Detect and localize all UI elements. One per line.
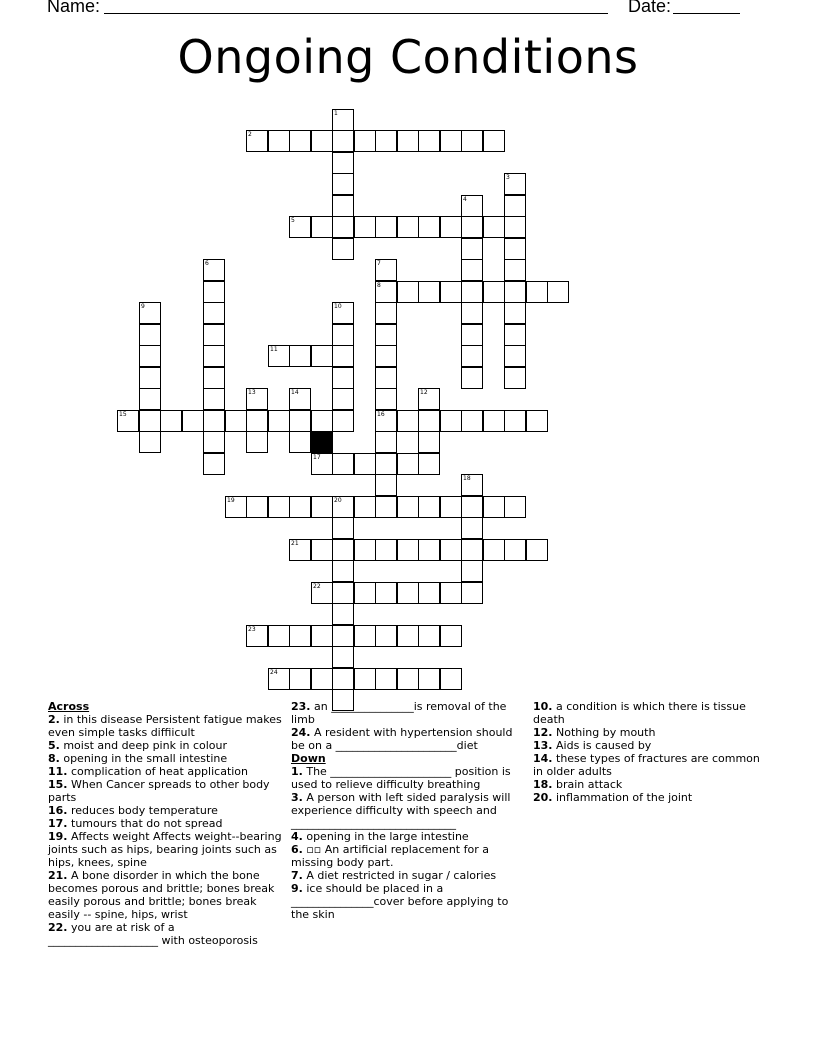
grid-cell[interactable] <box>504 324 526 346</box>
grid-cell[interactable] <box>332 324 354 346</box>
grid-cell[interactable] <box>483 216 505 238</box>
grid-cell[interactable] <box>504 259 526 281</box>
clue-number: 12 <box>420 389 428 396</box>
down-heading: Down <box>291 752 326 765</box>
grid-cell[interactable] <box>354 130 376 152</box>
grid-cell[interactable] <box>504 238 526 260</box>
clue-number: 14 <box>291 389 299 396</box>
grid-cell[interactable] <box>418 130 440 152</box>
black-square <box>311 431 333 453</box>
grid-cell[interactable] <box>246 130 268 152</box>
across-clue <box>291 700 527 726</box>
down-clue <box>291 830 527 843</box>
clue-number: 11 <box>270 346 278 353</box>
clue-number-label: 14. <box>533 752 553 765</box>
name-label: Name: <box>47 0 101 16</box>
grid-cell[interactable] <box>289 130 311 152</box>
grid-cell[interactable] <box>311 625 333 647</box>
grid-cell[interactable] <box>203 302 225 324</box>
grid-cell[interactable] <box>289 496 311 518</box>
clue-number: 15 <box>119 411 127 418</box>
clue-number-label: 15. <box>48 778 68 791</box>
grid-cell[interactable] <box>461 560 483 582</box>
clue-number-label: 10. <box>533 700 553 713</box>
grid-cell[interactable] <box>461 539 483 561</box>
grid-cell[interactable] <box>375 582 397 604</box>
grid-cell[interactable] <box>483 539 505 561</box>
clue-number-label: 6. <box>291 843 303 856</box>
clue-text: complication of heat application <box>71 765 249 778</box>
grid-cell[interactable] <box>461 324 483 346</box>
grid-cell[interactable] <box>504 302 526 324</box>
grid-cell[interactable] <box>483 496 505 518</box>
grid-cell[interactable] <box>332 539 354 561</box>
clue-text: opening in the small intestine <box>63 752 228 765</box>
grid-cell[interactable] <box>504 410 526 432</box>
clue-number: 20 <box>334 497 342 504</box>
grid-cell[interactable] <box>483 410 505 432</box>
grid-cell[interactable] <box>268 410 290 432</box>
grid-cell[interactable] <box>203 345 225 367</box>
clue-number: 22 <box>313 583 321 590</box>
clue-number-label: 12. <box>533 726 553 739</box>
grid-cell[interactable] <box>440 625 462 647</box>
grid-cell[interactable] <box>526 410 548 432</box>
grid-cell[interactable] <box>504 367 526 389</box>
clue-number-label: 3. <box>291 791 303 804</box>
grid-cell[interactable] <box>289 668 311 690</box>
clue-number: 6 <box>205 260 209 267</box>
clue-number: 19 <box>227 497 235 504</box>
grid-cell[interactable] <box>440 130 462 152</box>
grid-cell[interactable] <box>375 496 397 518</box>
clue-text: tumours that do not spread <box>71 817 223 830</box>
down-clue <box>533 791 769 804</box>
clue-number-label: 2. <box>48 713 60 726</box>
clue-text: A person with left sided paralysis will experience difficulty with speech and ______________________________ <box>291 791 511 830</box>
grid-cell[interactable] <box>504 216 526 238</box>
grid-cell[interactable] <box>418 281 440 303</box>
grid-cell[interactable] <box>332 560 354 582</box>
grid-cell[interactable] <box>375 367 397 389</box>
clue-number: 8 <box>377 282 381 289</box>
grid-cell[interactable] <box>504 496 526 518</box>
across-clue <box>48 713 284 739</box>
clue-number-label: 19. <box>48 830 68 843</box>
clue-text: moist and deep pink in colour <box>63 739 228 752</box>
grid-cell[interactable] <box>311 582 333 604</box>
clue-number: 24 <box>270 669 278 676</box>
grid-cell[interactable] <box>375 259 397 281</box>
grid-cell[interactable] <box>311 453 333 475</box>
clue-number: 10 <box>334 303 342 310</box>
grid-cell[interactable] <box>332 302 354 324</box>
clue-text: ice should be placed in a _______________cover before applying to the skin <box>291 882 509 921</box>
grid-cell[interactable] <box>139 302 161 324</box>
clue-text: Nothing by mouth <box>556 726 656 739</box>
clue-text: When Cancer spreads to other body parts <box>48 778 270 804</box>
grid-cell[interactable] <box>375 474 397 496</box>
grid-cell[interactable] <box>461 259 483 281</box>
grid-cell[interactable] <box>418 625 440 647</box>
down-clue <box>533 726 769 739</box>
clue-number-label: 24. <box>291 726 311 739</box>
grid-cell[interactable] <box>440 539 462 561</box>
across-clue <box>48 921 284 947</box>
clue-text: A resident with hypertension should be on a ______________________diet <box>291 726 513 752</box>
grid-cell[interactable] <box>375 668 397 690</box>
clue-text: these types of fractures are common in older adults <box>533 752 760 778</box>
grid-cell[interactable] <box>289 625 311 647</box>
grid-cell[interactable] <box>375 216 397 238</box>
clue-number-label: 7. <box>291 869 303 882</box>
clue-number-label: 8. <box>48 752 60 765</box>
grid-cell[interactable] <box>332 367 354 389</box>
grid-cell[interactable] <box>418 582 440 604</box>
grid-cell[interactable] <box>354 625 376 647</box>
down-clue <box>291 869 527 882</box>
grid-cell[interactable] <box>160 410 182 432</box>
grid-cell[interactable] <box>461 281 483 303</box>
grid-cell[interactable] <box>461 582 483 604</box>
across-clue <box>291 726 527 752</box>
grid-cell[interactable] <box>375 324 397 346</box>
grid-cell[interactable] <box>418 216 440 238</box>
grid-cell[interactable] <box>332 345 354 367</box>
clues-column-1 <box>48 700 284 947</box>
grid-cell[interactable] <box>526 539 548 561</box>
grid-cell[interactable] <box>504 195 526 217</box>
grid-cell[interactable] <box>332 668 354 690</box>
date-label: Date: <box>628 0 672 16</box>
grid-cell[interactable] <box>332 582 354 604</box>
clue-number: 23 <box>248 626 256 633</box>
clue-number: 2 <box>248 131 252 138</box>
clue-text: opening in the large intestine <box>306 830 469 843</box>
grid-cell[interactable] <box>354 216 376 238</box>
grid-cell[interactable] <box>483 130 505 152</box>
grid-cell[interactable] <box>461 130 483 152</box>
grid-cell[interactable] <box>246 431 268 453</box>
grid-cell[interactable] <box>397 625 419 647</box>
grid-cell[interactable] <box>332 453 354 475</box>
grid-cell[interactable] <box>311 539 333 561</box>
page-title: Ongoing Conditions <box>177 30 639 84</box>
grid-cell[interactable] <box>418 410 440 432</box>
clue-number: 1 <box>334 110 338 117</box>
down-clue <box>291 791 527 830</box>
grid-cell[interactable] <box>203 431 225 453</box>
clue-number: 5 <box>291 217 295 224</box>
grid-cell[interactable] <box>440 216 462 238</box>
grid-cell[interactable] <box>246 625 268 647</box>
across-clue <box>48 817 284 830</box>
grid-cell[interactable] <box>397 496 419 518</box>
grid-cell[interactable] <box>139 345 161 367</box>
grid-cell[interactable] <box>397 582 419 604</box>
clue-text: A bone disorder in which the bone becomes porous and brittle; bones break easily porous and brittle; bones break easily -- spine, hips, wrist <box>48 869 275 921</box>
grid-cell[interactable] <box>289 388 311 410</box>
across-clue <box>48 778 284 804</box>
grid-cell[interactable] <box>418 388 440 410</box>
grid-cell[interactable] <box>461 517 483 539</box>
grid-cell[interactable] <box>461 496 483 518</box>
grid-cell[interactable] <box>440 582 462 604</box>
grid-cell[interactable] <box>418 668 440 690</box>
grid-cell[interactable] <box>225 410 247 432</box>
grid-cell[interactable] <box>461 345 483 367</box>
clue-number: 16 <box>377 411 385 418</box>
clue-text: Affects weight Affects weight--bearing joints such as hips, bearing joints such as hips, knees, spine <box>48 830 282 869</box>
grid-cell[interactable] <box>375 625 397 647</box>
clue-number-label: 20. <box>533 791 553 804</box>
grid-cell[interactable] <box>375 130 397 152</box>
grid-cell[interactable] <box>332 496 354 518</box>
clue-number-label: 4. <box>291 830 303 843</box>
clue-number-label: 18. <box>533 778 553 791</box>
grid-cell[interactable] <box>440 668 462 690</box>
grid-cell[interactable] <box>461 474 483 496</box>
grid-cell[interactable] <box>440 496 462 518</box>
down-clue <box>291 843 527 869</box>
clue-number: 17 <box>313 454 321 461</box>
grid-cell[interactable] <box>461 302 483 324</box>
grid-cell[interactable] <box>139 410 161 432</box>
clue-text: The ______________________ position is used to relieve difficulty breathing <box>291 765 511 791</box>
grid-cell[interactable] <box>461 238 483 260</box>
grid-cell[interactable] <box>397 539 419 561</box>
grid-cell[interactable] <box>354 539 376 561</box>
grid-cell[interactable] <box>203 388 225 410</box>
down-clue <box>533 700 769 726</box>
grid-cell[interactable] <box>332 195 354 217</box>
clue-number: 3 <box>506 174 510 181</box>
grid-cell[interactable] <box>504 345 526 367</box>
clue-number-label: 23. <box>291 700 311 713</box>
clue-number-label: 5. <box>48 739 60 752</box>
grid-cell[interactable] <box>375 453 397 475</box>
grid-cell[interactable] <box>418 539 440 561</box>
grid-cell[interactable] <box>182 410 204 432</box>
grid-cell[interactable] <box>332 173 354 195</box>
grid-cell[interactable] <box>139 431 161 453</box>
grid-cell[interactable] <box>461 195 483 217</box>
grid-cell[interactable] <box>418 496 440 518</box>
down-clue <box>533 739 769 752</box>
grid-cell[interactable] <box>311 496 333 518</box>
grid-cell[interactable] <box>397 130 419 152</box>
grid-cell[interactable] <box>289 410 311 432</box>
across-clue <box>48 804 284 817</box>
grid-cell[interactable] <box>311 130 333 152</box>
grid-cell[interactable] <box>375 345 397 367</box>
grid-cell[interactable] <box>397 668 419 690</box>
grid-cell[interactable] <box>117 410 139 432</box>
down-clue <box>533 778 769 791</box>
grid-cell[interactable] <box>289 539 311 561</box>
grid-cell[interactable] <box>440 281 462 303</box>
grid-cell[interactable] <box>246 410 268 432</box>
clue-number: 21 <box>291 540 299 547</box>
grid-cell[interactable] <box>397 453 419 475</box>
grid-cell[interactable] <box>504 281 526 303</box>
clue-number-label: 11. <box>48 765 68 778</box>
clue-text: inflammation of the joint <box>556 791 693 804</box>
across-clue <box>48 765 284 778</box>
grid-cell[interactable] <box>289 216 311 238</box>
grid-cell[interactable] <box>440 410 462 432</box>
grid-cell[interactable] <box>418 453 440 475</box>
clue-text: reduces body temperature <box>71 804 218 817</box>
grid-cell[interactable] <box>332 216 354 238</box>
clues-column-2 <box>291 700 527 921</box>
grid-cell[interactable] <box>268 625 290 647</box>
grid-cell[interactable] <box>311 216 333 238</box>
clue-text: ▫▫ An artificial replacement for a missing body part. <box>291 843 489 869</box>
grid-cell[interactable] <box>332 646 354 668</box>
across-clue <box>48 752 284 765</box>
grid-cell[interactable] <box>268 345 290 367</box>
across-clue <box>48 830 284 869</box>
clue-number-label: 1. <box>291 765 303 778</box>
clue-number-label: 9. <box>291 882 303 895</box>
grid-cell[interactable] <box>375 302 397 324</box>
grid-cell[interactable] <box>332 625 354 647</box>
grid-cell[interactable] <box>461 410 483 432</box>
grid-cell[interactable] <box>504 539 526 561</box>
grid-cell[interactable] <box>483 281 505 303</box>
grid-cell[interactable] <box>354 582 376 604</box>
clues-column-3 <box>533 700 769 804</box>
grid-cell[interactable] <box>461 367 483 389</box>
grid-cell[interactable] <box>268 130 290 152</box>
down-clue <box>291 882 527 921</box>
grid-cell[interactable] <box>332 410 354 432</box>
grid-cell[interactable] <box>203 453 225 475</box>
clue-text: a condition is which there is tissue death <box>533 700 746 726</box>
grid-cell[interactable] <box>526 281 548 303</box>
clue-text: Aids is caused by <box>556 739 652 752</box>
clue-number: 9 <box>141 303 145 310</box>
clue-number: 7 <box>377 260 381 267</box>
grid-cell[interactable] <box>547 281 569 303</box>
grid-cell[interactable] <box>504 173 526 195</box>
clue-text: in this disease Persistent fatigue makes even simple tasks diffiicult <box>48 713 282 739</box>
grid-cell[interactable] <box>375 281 397 303</box>
grid-cell[interactable] <box>268 496 290 518</box>
clue-number-label: 17. <box>48 817 68 830</box>
grid-cell[interactable] <box>354 453 376 475</box>
grid-cell[interactable] <box>375 539 397 561</box>
grid-cell[interactable] <box>203 281 225 303</box>
grid-cell[interactable] <box>311 410 333 432</box>
grid-cell[interactable] <box>332 130 354 152</box>
clue-text: A diet restricted in sugar / calories <box>306 869 497 882</box>
grid-cell[interactable] <box>311 668 333 690</box>
grid-cell[interactable] <box>461 216 483 238</box>
grid-cell[interactable] <box>332 238 354 260</box>
clue-number-label: 21. <box>48 869 68 882</box>
across-heading: Across <box>48 700 90 713</box>
grid-cell[interactable] <box>354 496 376 518</box>
clue-number-label: 13. <box>533 739 553 752</box>
across-clue <box>48 739 284 752</box>
grid-cell[interactable] <box>332 388 354 410</box>
clue-number-label: 16. <box>48 804 68 817</box>
grid-cell[interactable] <box>289 345 311 367</box>
across-clue <box>48 869 284 921</box>
grid-cell[interactable] <box>139 367 161 389</box>
grid-cell[interactable] <box>375 388 397 410</box>
clue-text: brain attack <box>556 778 623 791</box>
down-clue <box>533 752 769 778</box>
grid-cell[interactable] <box>375 431 397 453</box>
grid-cell[interactable] <box>332 152 354 174</box>
grid-cell[interactable] <box>139 324 161 346</box>
grid-cell[interactable] <box>139 388 161 410</box>
clue-number: 13 <box>248 389 256 396</box>
grid-cell[interactable] <box>332 603 354 625</box>
grid-cell[interactable] <box>203 259 225 281</box>
grid-cell[interactable] <box>268 668 290 690</box>
grid-cell[interactable] <box>332 109 354 131</box>
grid-cell[interactable] <box>397 281 419 303</box>
grid-cell[interactable] <box>203 367 225 389</box>
grid-cell[interactable] <box>203 410 225 432</box>
down-clue <box>291 765 527 791</box>
clue-number: 18 <box>463 475 471 482</box>
clue-text: an _______________is removal of the limb <box>291 700 507 726</box>
grid-cell[interactable] <box>289 431 311 453</box>
grid-cell[interactable] <box>246 388 268 410</box>
grid-cell[interactable] <box>397 410 419 432</box>
grid-cell[interactable] <box>311 345 333 367</box>
grid-cell[interactable] <box>203 324 225 346</box>
grid-cell[interactable] <box>332 517 354 539</box>
grid-cell[interactable] <box>354 668 376 690</box>
clue-number: 4 <box>463 196 467 203</box>
clue-number-label: 22. <box>48 921 68 934</box>
clue-text: you are at risk of a ____________________ with osteoporosis <box>48 921 258 947</box>
grid-cell[interactable] <box>418 431 440 453</box>
grid-cell[interactable] <box>246 496 268 518</box>
grid-cell[interactable] <box>397 216 419 238</box>
grid-cell[interactable] <box>375 410 397 432</box>
grid-cell[interactable] <box>225 496 247 518</box>
